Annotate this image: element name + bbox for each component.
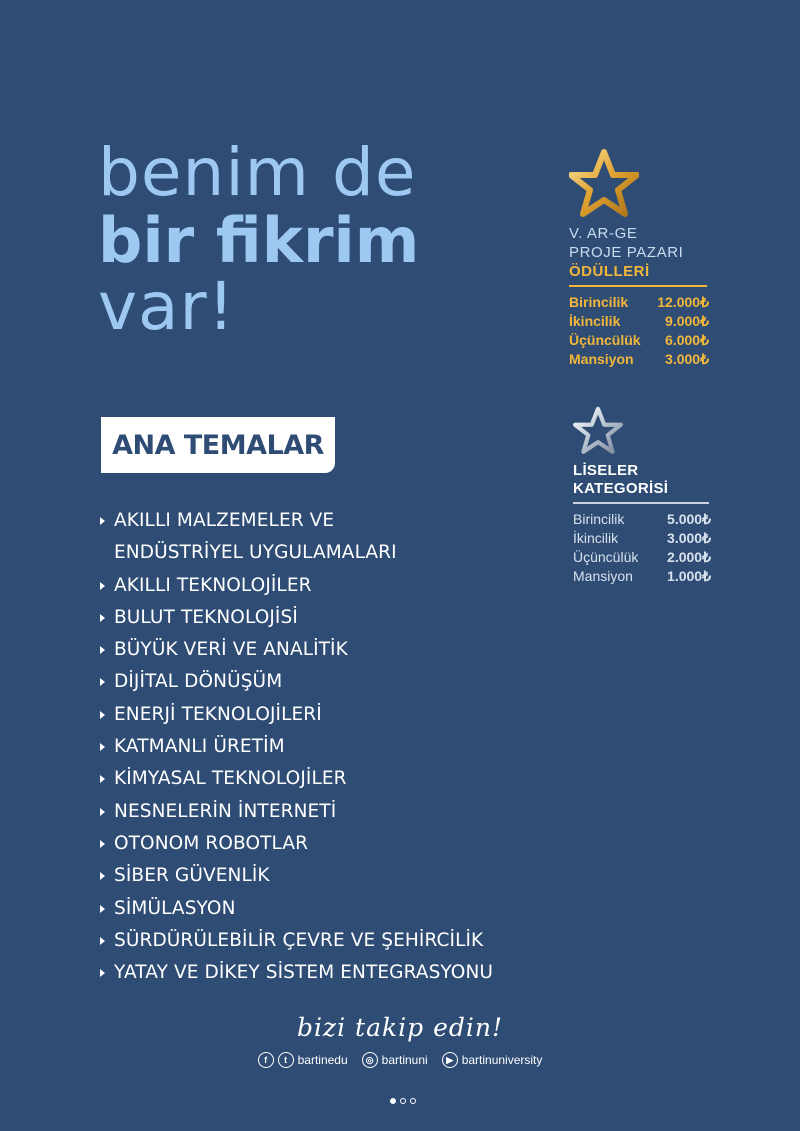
prize-row: Mansiyon 3.000₺ — [569, 351, 709, 367]
liseler-panel — [573, 406, 711, 586]
social-youtube[interactable] — [442, 1052, 543, 1068]
twitter-icon[interactable]: t — [278, 1052, 294, 1068]
follow-slogan: bizi takip edin! — [296, 1013, 504, 1042]
bullet-arrow-icon — [100, 678, 105, 686]
theme-item: BÜYÜK VERİ VE ANALİTİK — [100, 634, 493, 666]
bullet-arrow-icon — [100, 614, 105, 622]
social-links — [0, 1052, 800, 1068]
theme-list — [100, 505, 493, 989]
theme-item: KİMYASAL TEKNOLOJİLER — [100, 763, 493, 795]
theme-item-continuation: ENDÜSTRİYEL UYGULAMALARI — [114, 542, 397, 564]
bullet-arrow-icon — [100, 905, 105, 913]
awards-title-line-1: V. AR-GE — [569, 225, 638, 242]
headline-line-1: benim de — [98, 134, 417, 211]
bullet-arrow-icon — [100, 775, 105, 783]
liseler-title-line-1: LİSELER — [573, 462, 639, 479]
gold-star-icon — [569, 148, 639, 220]
divider — [569, 285, 707, 287]
instagram-icon[interactable]: ◎ — [362, 1052, 378, 1068]
awards-title-line-2: PROJE PAZARI — [569, 244, 684, 261]
theme-item: ENERJİ TEKNOLOJİLERİ — [100, 699, 493, 731]
theme-item: KATMANLI ÜRETİM — [100, 731, 493, 763]
theme-item: AKILLI MALZEMELER VE — [100, 505, 493, 537]
headline — [98, 134, 420, 345]
divider — [573, 502, 709, 504]
bullet-arrow-icon — [100, 872, 105, 880]
liseler-title-line-2: KATEGORİSİ — [573, 480, 669, 497]
theme-item: AKILLI TEKNOLOJİLER — [100, 570, 493, 602]
bullet-arrow-icon — [100, 743, 105, 751]
headline-line-2: bir fikrim — [98, 204, 420, 277]
bullet-arrow-icon — [100, 582, 105, 590]
facebook-icon[interactable]: f — [258, 1052, 274, 1068]
carousel-dots — [390, 1098, 416, 1104]
theme-item: SİBER GÜVENLİK — [100, 860, 493, 892]
social-handle[interactable]: bartinuni — [381, 1053, 428, 1067]
headline-line-3: var! — [98, 268, 236, 345]
theme-item: OTONOM ROBOTLAR — [100, 828, 493, 860]
prize-row: Üçüncülük 6.000₺ — [569, 332, 709, 348]
social-handle[interactable]: bartinedu — [297, 1053, 348, 1067]
awards-panel — [569, 148, 709, 369]
bullet-arrow-icon — [100, 840, 105, 848]
prize-row: Mansiyon 1.000₺ — [573, 568, 711, 584]
theme-item: SİMÜLASYON — [100, 893, 493, 925]
bullet-arrow-icon — [100, 711, 105, 719]
prize-row: Birincilik 5.000₺ — [573, 511, 711, 527]
bullet-arrow-icon — [100, 646, 105, 654]
carousel-dot[interactable] — [400, 1098, 406, 1104]
carousel-dot[interactable] — [410, 1098, 416, 1104]
themes-title: ANA TEMALAR — [101, 417, 335, 473]
bullet-arrow-icon — [100, 517, 105, 525]
theme-item: YATAY VE DİKEY SİSTEM ENTEGRASYONU — [100, 957, 493, 989]
youtube-icon[interactable]: ▶ — [442, 1052, 458, 1068]
silver-star-icon — [573, 406, 623, 456]
theme-item: DİJİTAL DÖNÜŞÜM — [100, 666, 493, 698]
bullet-arrow-icon — [100, 808, 105, 816]
footer — [0, 1013, 800, 1068]
carousel-dot-active[interactable] — [390, 1098, 396, 1104]
theme-item: BULUT TEKNOLOJİSİ — [100, 602, 493, 634]
theme-item: SÜRDÜRÜLEBİLİR ÇEVRE VE ŞEHİRCİLİK — [100, 925, 493, 957]
prize-row: Birincilik 12.000₺ — [569, 294, 709, 310]
social-instagram[interactable] — [362, 1052, 428, 1068]
bullet-arrow-icon — [100, 969, 105, 977]
prize-row: İkincilik 3.000₺ — [573, 530, 711, 546]
social-facebook-twitter[interactable] — [258, 1052, 348, 1068]
prize-row: Üçüncülük 2.000₺ — [573, 549, 711, 565]
theme-item: NESNELERİN İNTERNETİ — [100, 796, 493, 828]
bullet-arrow-icon — [100, 937, 105, 945]
social-handle[interactable]: bartinuniversity — [461, 1053, 543, 1067]
awards-title-line-3: ÖDÜLLERİ — [569, 263, 650, 280]
prize-row: İkincilik 9.000₺ — [569, 313, 709, 329]
